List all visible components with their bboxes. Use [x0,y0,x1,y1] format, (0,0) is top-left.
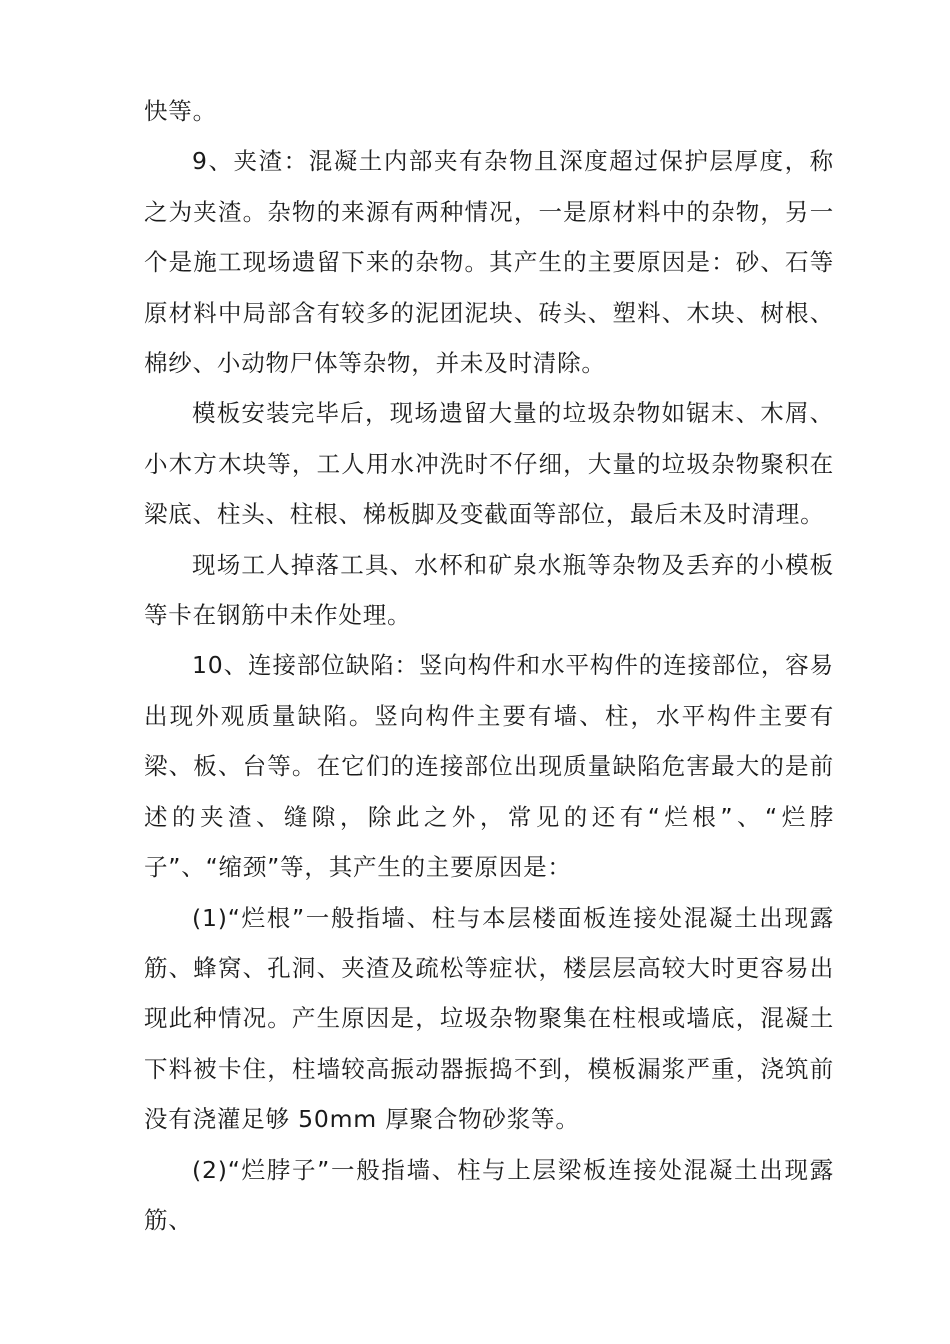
paragraph-slag-inclusion: 9、夹渣：混凝土内部夹有杂物且深度超过保护层厚度，称之为夹渣。杂物的来源有两种情况，一是原材料中的杂物，另一个是施工现场遗留下来的杂物。其产生的主要原因是：砂、石等原材料中局部含有较多的泥团泥块、砖头、塑料、木块、树根、棉纱、小动物尸体等杂物，并未及时清除。 [144,147,834,378]
paragraph-continuation: 快等。 [144,97,217,125]
paragraph-formwork-debris: 模板安装完毕后，现场遗留大量的垃圾杂物如锯末、木屑、小木方木块等，工人用水冲洗时不仔细，大量的垃圾杂物聚积在梁底、柱头、柱根、梯板脚及变截面等部位，最后未及时清理。 [144,399,834,529]
paragraph-connection-defects: 10、连接部位缺陷：竖向构件和水平构件的连接部位，容易出现外观质量缺陷。竖向构件主要有墙、柱，水平构件主要有梁、板、台等。在它们的连接部位出现质量缺陷危害最大的是前述的夹渣、缝隙，除此之外，常见的还有“烂根”、“烂脖子”、“缩颈”等，其产生的主要原因是： [144,651,834,882]
document-body [144,86,834,1245]
paragraph-rotten-root: (1)“烂根”一般指墙、柱与本层楼面板连接处混凝土出现露筋、蜂窝、孔洞、夹渣及疏松等症状，楼层层高较大时更容易出现此种情况。产生原因是，垃圾杂物聚集在柱根或墙底，混凝土下料被卡住，柱墙较高振动器振捣不到，模板漏浆严重，浇筑前没有浇灌足够 50mm 厚聚合物砂浆等。 [144,903,834,1134]
paragraph-rotten-neck: (2)“烂脖子”一般指墙、柱与上层梁板连接处混凝土出现露筋、 [144,1155,834,1234]
paragraph-dropped-items: 现场工人掉落工具、水杯和矿泉水瓶等杂物及丢弃的小模板等卡在钢筋中未作处理。 [144,550,834,630]
